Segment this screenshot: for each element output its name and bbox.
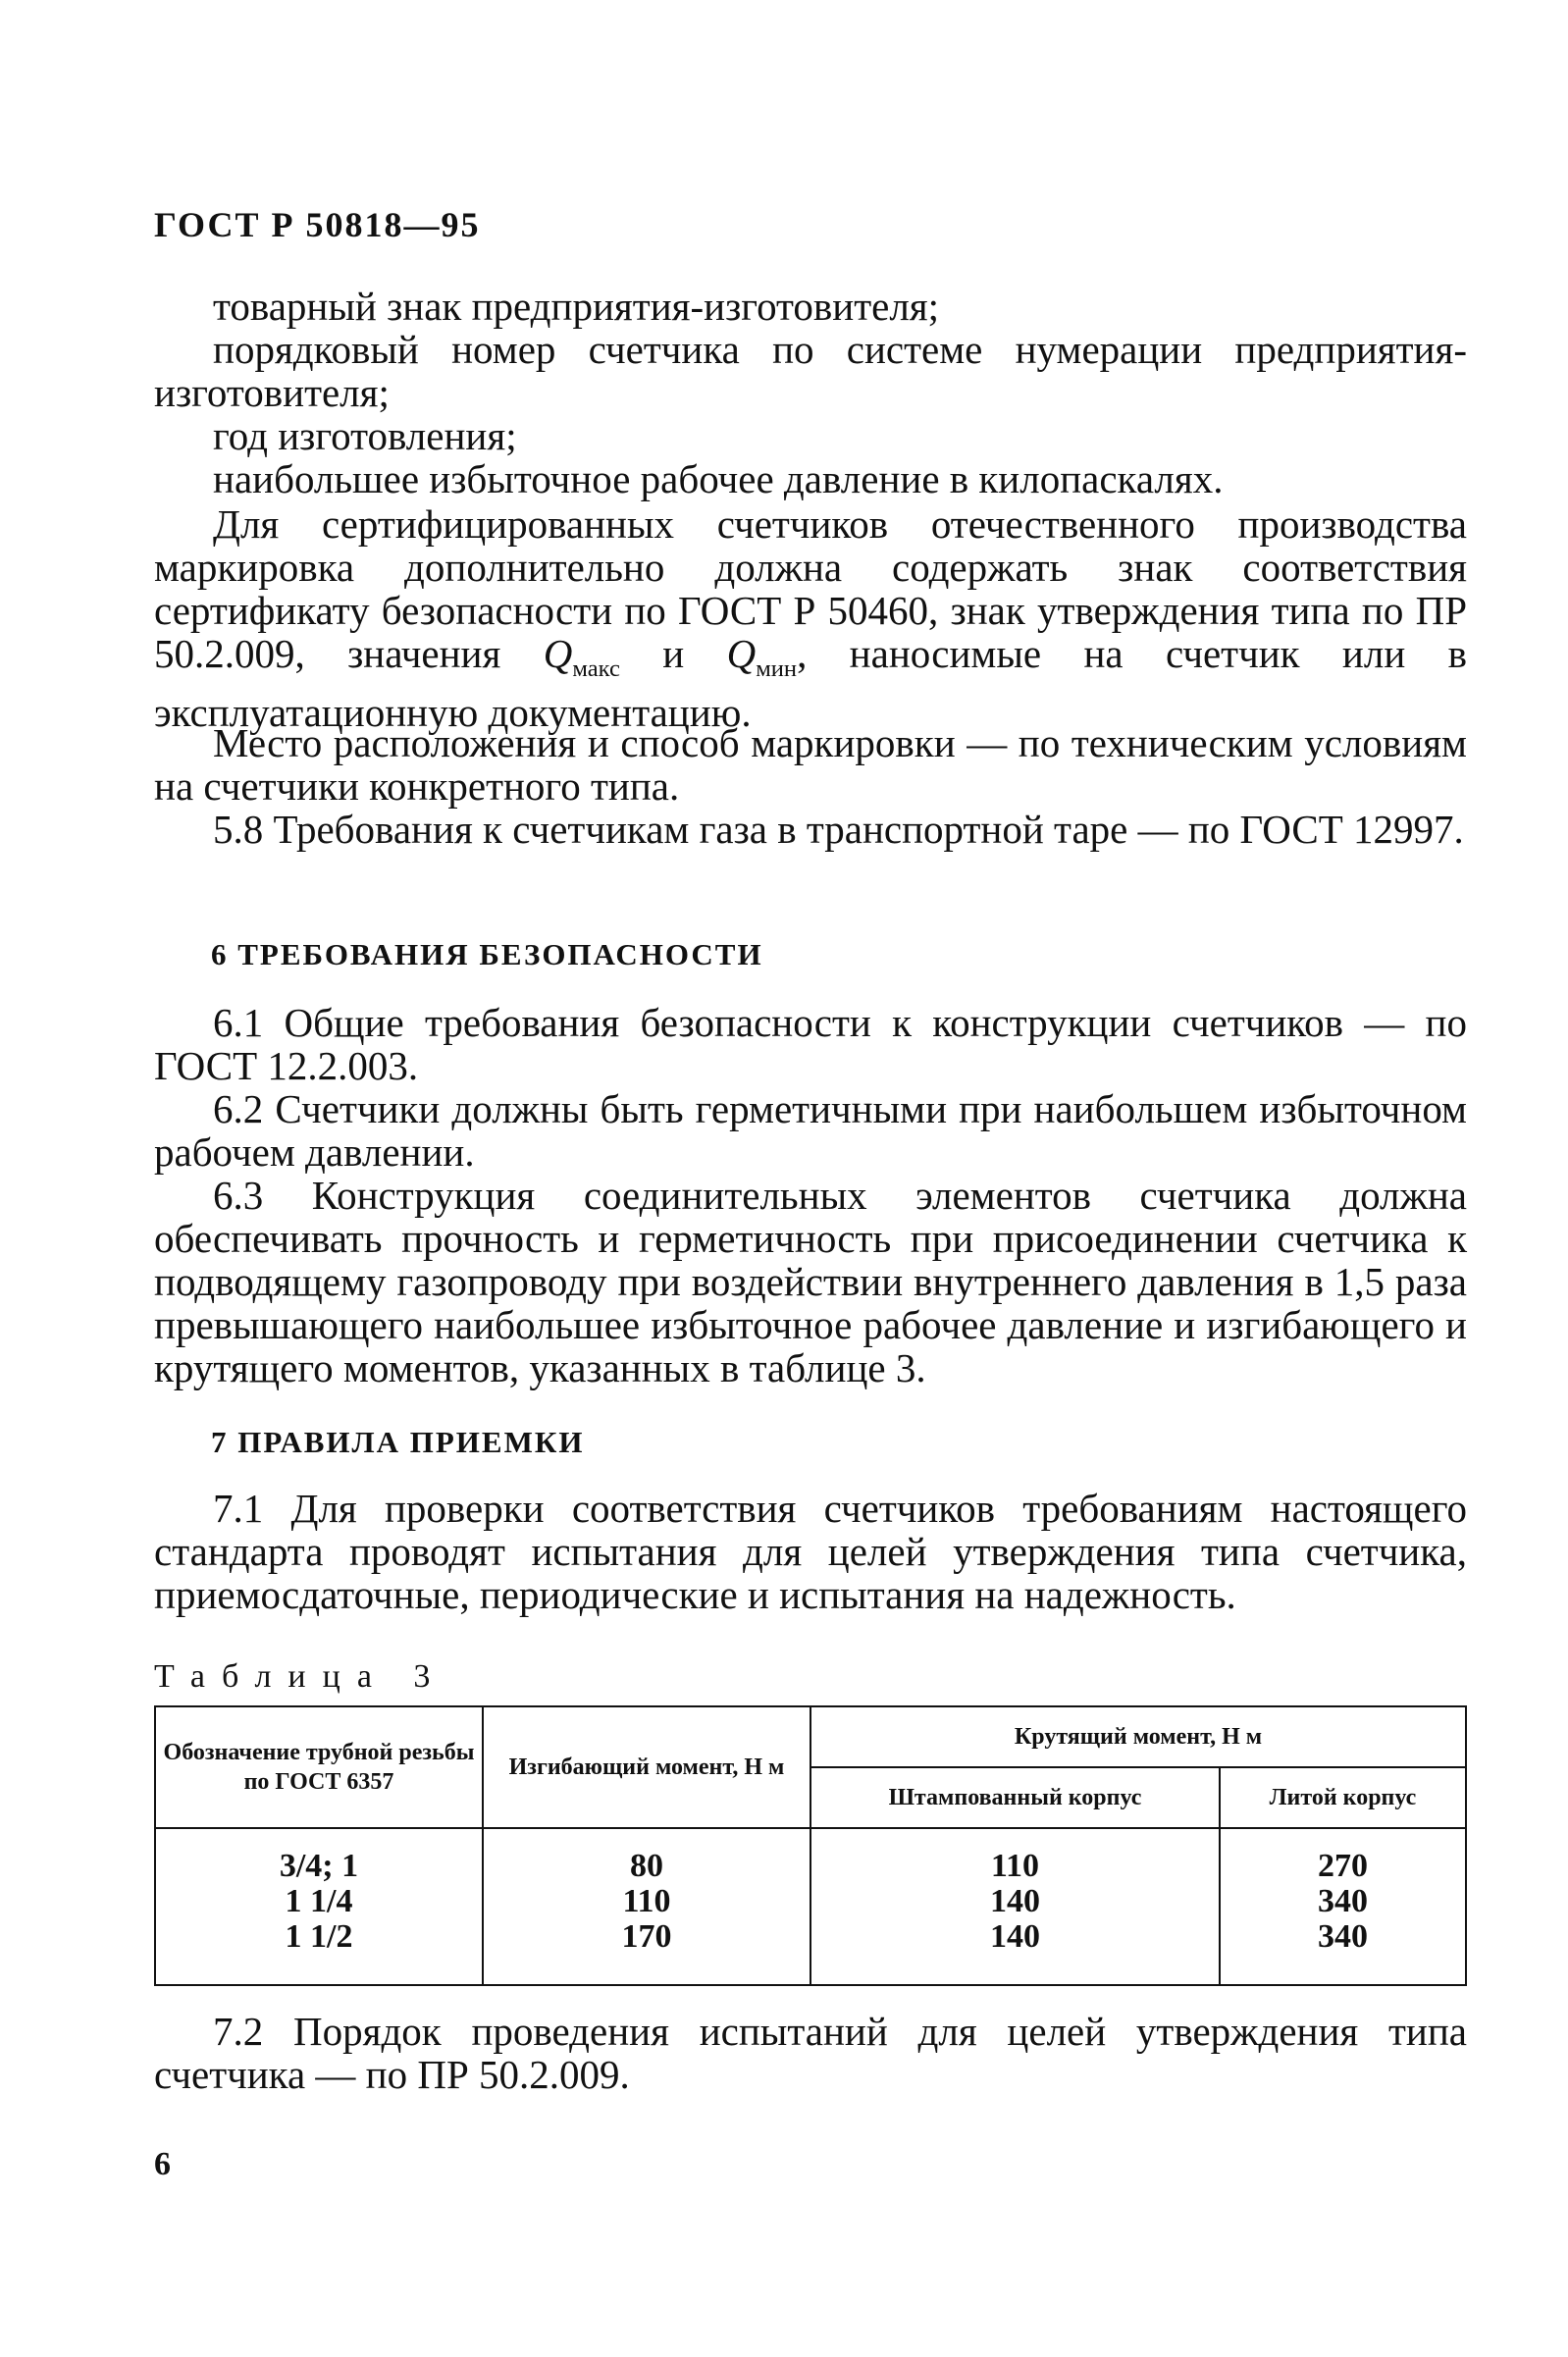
section-7-title: 7 ПРАВИЛА ПРИЕМКИ <box>211 1425 585 1459</box>
page-header: ГОСТ Р 50818—95 <box>154 205 481 244</box>
page-number: 6 <box>154 2146 171 2182</box>
list-item: наибольшее избыточное рабочее давление в килопаскалях. <box>213 456 1224 501</box>
header-thread: Обозначение трубной резьбы по ГОСТ 6357 <box>155 1706 483 1828</box>
paragraph-7-2: 7.2 Порядок проведения испытаний для целей утверждения типа счетчика — по ПР 50.2.009. <box>154 2009 1467 2097</box>
paragraph-place: Место расположения и способ маркировки — по техническим условиям на счетчики конкретного типа. <box>154 720 1467 809</box>
table-caption: Таблица 3 <box>154 1658 447 1695</box>
cell-thread <box>155 1828 483 1985</box>
section-6-body <box>154 1001 1467 1389</box>
certified-text-part1: Для сертифицированных счетчиков отечественного производства маркировка дополнительно должна содержать знак соответствия сертификату безопасности по ГОСТ Р 50460, знак утверждения типа по ПР 50.2.009, значения <box>154 501 1467 676</box>
header-bending: Изгибающий момент, Н м <box>483 1706 810 1828</box>
paragraph-7-1: 7.1 Для проверки соответствия счетчиков требованиям настоящего стандарта проводят испытания для целей утверждения типа счетчика, приемосдаточные, периодические и испытания на надежность. <box>154 1486 1467 1617</box>
table-3 <box>154 1705 1467 1986</box>
header-stamped: Штампованный корпус <box>810 1767 1220 1828</box>
header-torque: Крутящий момент, Н м <box>810 1706 1466 1767</box>
paragraph-5-8: 5.8 Требования к счетчикам газа в транспортной таре — по ГОСТ 12997. <box>213 807 1464 852</box>
q-max-subscript: макс <box>572 655 620 683</box>
list-item: товарный знак предприятия-изготовителя; <box>213 284 940 329</box>
cell-bending: 80 110 170 <box>483 1828 810 1985</box>
header-cast: Литой корпус <box>1220 1767 1466 1828</box>
marking-list <box>154 285 1467 500</box>
q-min-symbol: Q <box>726 631 757 676</box>
thread-line: 3/4; 1 <box>279 1848 359 1884</box>
section-6-title: 6 ТРЕБОВАНИЯ БЕЗОПАСНОСТИ <box>211 937 763 971</box>
paragraph-certified <box>154 502 1467 734</box>
cell-cast: 270 340 340 <box>1220 1828 1466 1985</box>
section-7-body <box>154 1487 1467 1616</box>
q-max-symbol: Q <box>543 631 573 676</box>
thread-line: 1 1/4 <box>285 1883 353 1919</box>
paragraph-6-3: 6.3 Конструкция соединительных элементов счетчика должна обеспечивать прочность и герметичность при присоединении счетчика к подводящему газопроводу при воздействии внутреннего давления в 1,5 раза превышающего наибольшее избыточное рабочее давление и изгибающего и крутящего моментов, указанных в таблице 3. <box>154 1173 1467 1390</box>
cell-stamped: 110 140 140 <box>810 1828 1220 1985</box>
and-word: и <box>619 631 727 676</box>
list-item: порядковый номер счетчика по системе нумерации предприятия-изготовителя; <box>154 327 1467 415</box>
paragraph-6-1: 6.1 Общие требования безопасности к конструкции счетчиков — по ГОСТ 12.2.003. <box>154 1000 1467 1088</box>
certified-text-part2: , наносимые на счетчик или в эксплуатационную документацию. <box>154 631 1467 736</box>
paragraph-6-2: 6.2 Счетчики должны быть герметичными при наибольшем избыточном рабочем давлении. <box>154 1086 1467 1175</box>
list-item: год изготовления; <box>213 413 517 458</box>
thread-line: 1 1/2 <box>285 1918 353 1955</box>
q-min-subscript: мин <box>756 655 798 683</box>
paragraph-7-2-wrap <box>154 2010 1467 2096</box>
